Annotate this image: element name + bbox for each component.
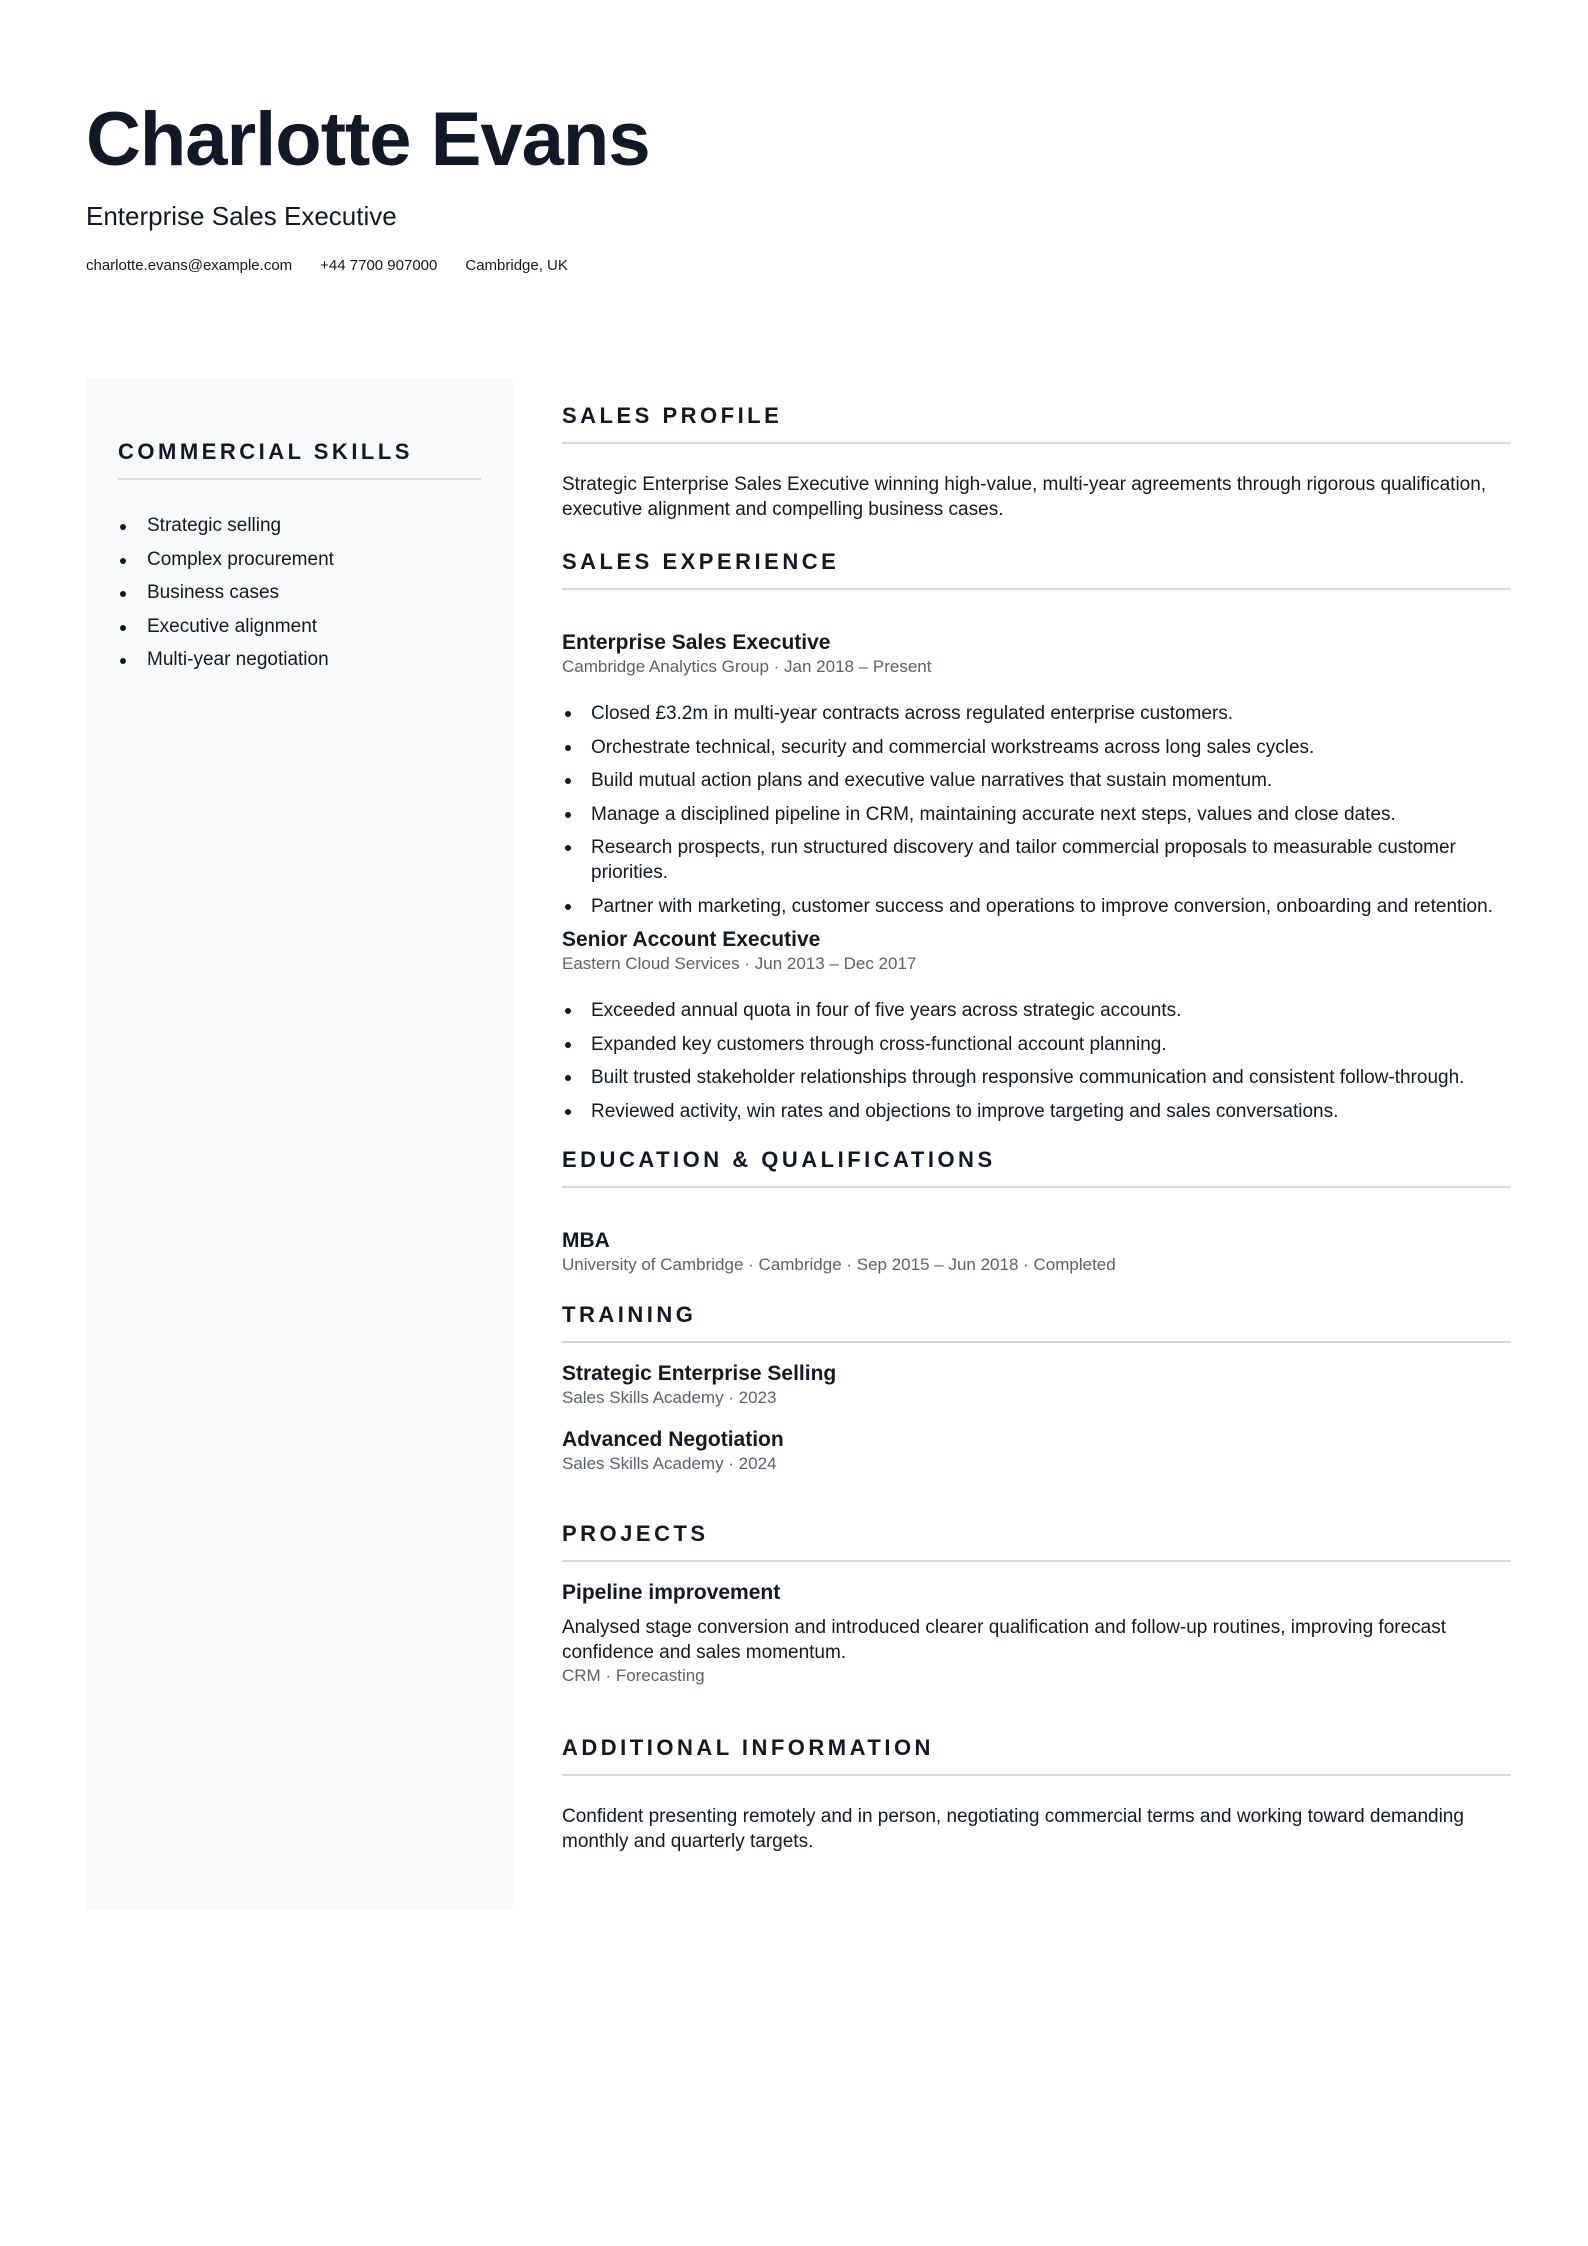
job-bullet: Reviewed activity, win rates and objections to improve targeting and sales conversations. [562, 1099, 1511, 1124]
skill-item: Business cases [118, 581, 481, 605]
skill-item: Complex procurement [118, 548, 481, 572]
education-meta: University of Cambridge · Cambridge · Sep 2015 – Jun 2018 · Completed [562, 1254, 1116, 1274]
job-bullet: Partner with marketing, customer success and operations to improve conversion, onboarding and retention. [562, 894, 1511, 919]
project-tags: CRM · Forecasting [562, 1665, 705, 1685]
job-bullets [562, 998, 1511, 1124]
job-bullet: Exceeded annual quota in four of five years across strategic accounts. [562, 998, 1511, 1023]
section-training [562, 1301, 1511, 1474]
section-experience [562, 548, 1511, 1124]
main-content [562, 402, 1511, 1854]
job-bullet: Manage a disciplined pipeline in CRM, maintaining accurate next steps, values and close dates. [562, 802, 1511, 827]
section-education [562, 1146, 1511, 1275]
training-title: Advanced Negotiation [562, 1427, 784, 1451]
skill-item: Multi-year negotiation [118, 648, 481, 672]
profile-text: Strategic Enterprise Sales Executive winning high-value, multi-year agreements through rigorous qualification, executive alignment and compelling business cases. [562, 474, 1487, 520]
section-heading-training: TRAINING [562, 1301, 1511, 1343]
section-heading-projects: PROJECTS [562, 1520, 1511, 1562]
contact-email: charlotte.evans@example.com [86, 257, 293, 274]
training-entry [562, 1361, 1511, 1408]
resume-header [86, 96, 1506, 276]
training-meta: Sales Skills Academy · 2024 [562, 1453, 777, 1473]
contact-location: Cambridge, UK [465, 257, 568, 274]
job-meta: Cambridge Analytics Group · Jan 2018 – Present [562, 657, 932, 676]
additional-text: Confident presenting remotely and in person, negotiating commercial terms and working toward demanding monthly and quarterly targets. [562, 1805, 1464, 1852]
job-bullet: Build mutual action plans and executive value narratives that sustain momentum. [562, 768, 1511, 793]
section-heading-additional: ADDITIONAL INFORMATION [562, 1734, 1511, 1776]
education-title: MBA [562, 1228, 610, 1252]
job-bullet: Expanded key customers through cross-functional account planning. [562, 1032, 1511, 1057]
candidate-title: Enterprise Sales Executive [86, 201, 397, 231]
job-bullet: Research prospects, run structured discovery and tailor commercial proposals to measurable customer priorities. [562, 835, 1511, 885]
project-title: Pipeline improvement [562, 1580, 781, 1604]
section-heading-education: EDUCATION & QUALIFICATIONS [562, 1146, 1511, 1188]
job-bullet: Built trusted stakeholder relationships through responsive communication and consistent follow-through. [562, 1065, 1511, 1090]
skills-list [118, 514, 481, 672]
job-bullet: Closed £3.2m in multi-year contracts across regulated enterprise customers. [562, 701, 1511, 726]
job-title: Senior Account Executive [562, 928, 821, 951]
job-meta: Eastern Cloud Services · Jun 2013 – Dec 2017 [562, 954, 917, 973]
section-additional [562, 1734, 1511, 1854]
education-entry [562, 1228, 1511, 1275]
job-title: Enterprise Sales Executive [562, 631, 831, 654]
candidate-name: Charlotte Evans [86, 97, 650, 182]
project-entry [562, 1580, 1511, 1686]
job-entry [562, 630, 1511, 919]
training-meta: Sales Skills Academy · 2023 [562, 1387, 777, 1407]
project-description: Analysed stage conversion and introduced clearer qualification and follow-up routines, improving forecast confidence and sales momentum. [562, 1616, 1447, 1663]
contact-phone: +44 7700 907000 [320, 257, 438, 274]
section-heading-profile: SALES PROFILE [562, 402, 1511, 444]
section-profile [562, 402, 1511, 522]
job-bullets [562, 701, 1511, 919]
section-heading-experience: SALES EXPERIENCE [562, 548, 1511, 590]
contact-info [86, 256, 1506, 276]
job-entry [562, 927, 1511, 1124]
training-entry [562, 1427, 1511, 1474]
training-title: Strategic Enterprise Selling [562, 1361, 837, 1385]
skills-heading: COMMERCIAL SKILLS [118, 438, 481, 480]
sidebar [86, 378, 513, 1910]
skill-item: Executive alignment [118, 615, 481, 639]
job-bullet: Orchestrate technical, security and commercial workstreams across long sales cycles. [562, 735, 1511, 760]
section-projects [562, 1520, 1511, 1686]
skill-item: Strategic selling [118, 514, 481, 538]
